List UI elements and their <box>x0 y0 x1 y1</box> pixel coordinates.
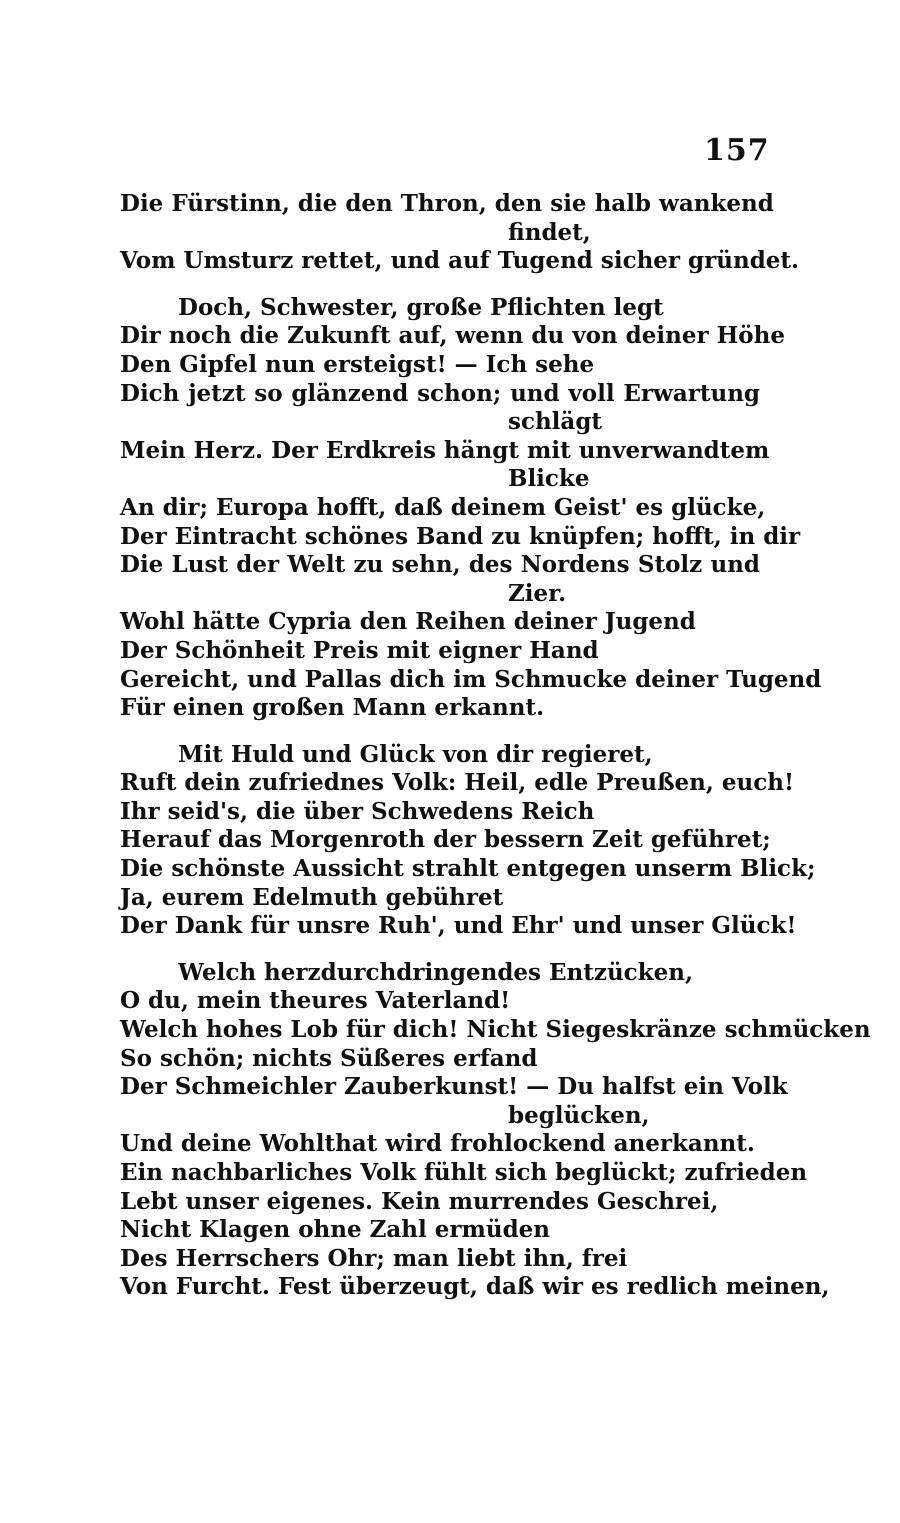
poem-text <box>120 190 871 1302</box>
verse-line: Die Lust der Welt zu sehn, des Nordens Stolz und <box>120 551 760 579</box>
verse-line: Ruft dein zufriednes Volk: Heil, edle Preußen, euch! <box>120 769 795 797</box>
verse-line: Doch, Schwester, große Pflichten legt <box>178 293 664 321</box>
verse-line: Und deine Wohlthat wird frohlockend anerkannt. <box>120 1130 755 1158</box>
verse-line: Die schönste Aussicht strahlt entgegen unserm Blick; <box>120 855 816 883</box>
verse-line: Die Fürstinn, die den Thron, den sie halb wankend <box>120 190 774 217</box>
verse-line: O du, mein theures Vaterland! <box>120 987 511 1015</box>
verse-line: Gereicht, und Pallas dich im Schmucke deiner Tugend <box>120 665 822 693</box>
page-number: 157 <box>704 133 770 168</box>
verse-line: Nicht Klagen ohne Zahl ermüden <box>120 1216 551 1244</box>
verse-line: Welch herzdurchdringendes Entzücken, <box>178 958 693 986</box>
verse-line-continuation: findet, <box>508 218 591 246</box>
verse-line: Mit Huld und Glück von dir regieret, <box>178 740 653 768</box>
verse-line: So schön; nichts Süßeres erfand <box>120 1044 538 1072</box>
verse-line: Dir noch die Zukunft auf, wenn du von deiner Höhe <box>120 322 786 350</box>
verse-line: Der Schmeichler Zauberkunst! — Du halfst ein Volk <box>120 1073 788 1101</box>
stanza-break <box>120 723 760 741</box>
verse-line: Dich jetzt so glänzend schon; und voll Erwartung <box>120 379 760 407</box>
verse-line: Der Dank für unsre Ruh', und Ehr' und unser Glück! <box>120 912 797 940</box>
verse-line: Vom Umsturz rettet, und auf Tugend sicher gründet. <box>120 247 800 275</box>
verse-line: An dir; Europa hofft, daß deinem Geist' es glücke, <box>120 493 766 521</box>
verse-line: Von Furcht. Fest überzeugt, daß wir es redlich meinen, <box>120 1273 830 1301</box>
verse-line-continuation: schlägt <box>508 408 603 436</box>
stanza-break <box>120 276 760 294</box>
verse-line: Welch hohes Lob für dich! Nicht Siegeskränze schmücken <box>120 1016 871 1044</box>
verse-line: Lebt unser eigenes. Kein murrendes Geschrei, <box>120 1187 719 1215</box>
verse-line: Den Gipfel nun ersteigst! — Ich sehe <box>120 350 595 378</box>
stanza-break <box>120 941 760 959</box>
verse-line: Wohl hätte Cypria den Reihen deiner Jugend <box>120 608 696 636</box>
verse-line: Ein nachbarliches Volk fühlt sich beglückt; zufrieden <box>120 1159 808 1186</box>
verse-line: Mein Herz. Der Erdkreis hängt mit unverwandtem <box>120 436 770 464</box>
verse-line-continuation: beglücken, <box>508 1101 650 1129</box>
verse-line: Ja, eurem Edelmuth gebühret <box>120 883 504 911</box>
verse-line-continuation: Blicke <box>508 465 590 493</box>
verse-line: Ihr seid's, die über Schwedens Reich <box>120 797 595 825</box>
verse-line: Herauf das Morgenroth der bessern Zeit geführet; <box>120 826 771 854</box>
verse-line: Für einen großen Mann erkannt. <box>120 694 545 722</box>
verse-line: Der Eintracht schönes Band zu knüpfen; hofft, in dir <box>120 522 801 550</box>
verse-line-continuation: Zier. <box>508 579 567 607</box>
verse-line: Der Schönheit Preis mit eigner Hand <box>120 636 599 664</box>
verse-line: Des Herrschers Ohr; man liebt ihn, frei <box>120 1244 628 1272</box>
